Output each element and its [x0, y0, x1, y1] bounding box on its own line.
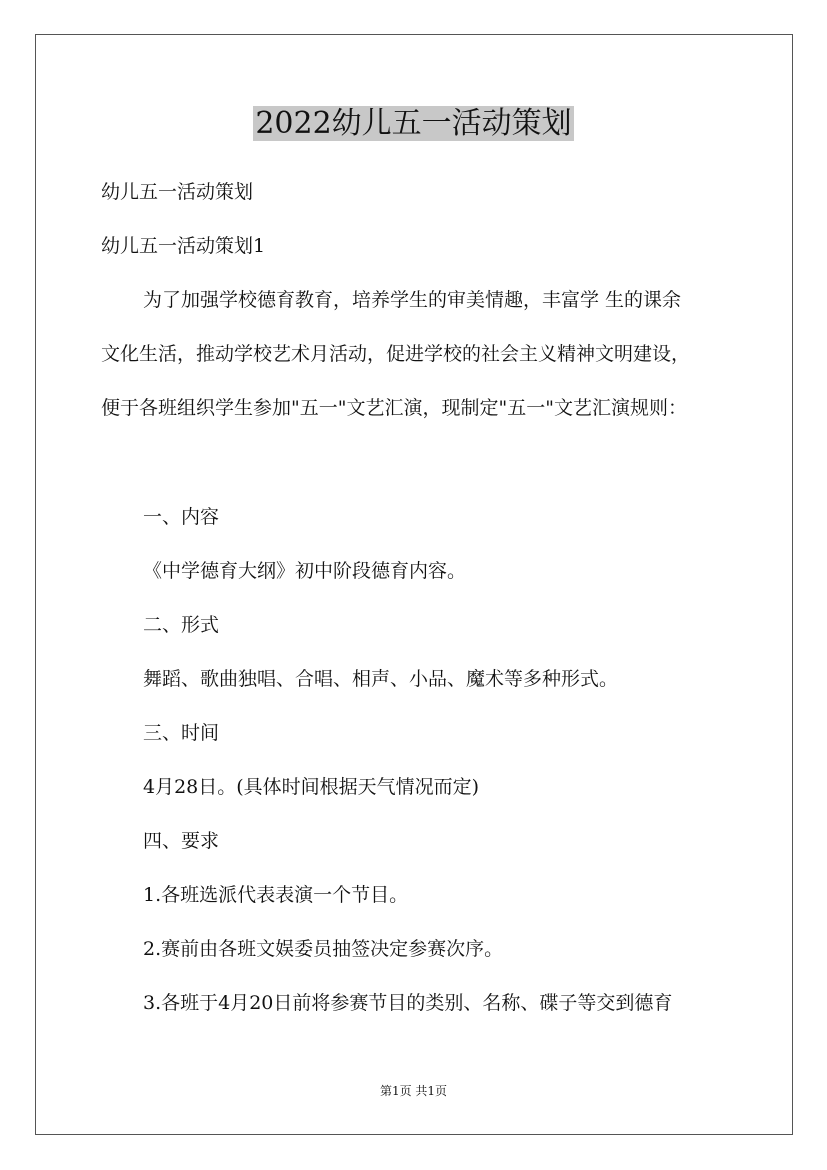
- requirement-item: 3.各班于4月20日前将参赛节目的类别、名称、碟子等交到德育: [143, 992, 673, 1014]
- section-heading: 幼儿五一活动策划1: [101, 235, 266, 257]
- intro-line-3: 便于各班组织学生参加"五一"文艺汇演，现制定"五一"文艺汇演规则：: [101, 397, 687, 419]
- content-heading: 一、内容: [143, 506, 220, 528]
- time-text: 4月28日。(具体时间根据天气情况而定): [143, 776, 480, 798]
- requirement-item: 1.各班选派代表表演一个节目。: [143, 884, 409, 906]
- intro-line-2: 文化生活，推动学校艺术月活动，促进学校的社会主义精神文明建设，: [101, 343, 691, 365]
- document-title-text: 2022幼儿五一活动策划: [255, 106, 572, 141]
- form-heading: 二、形式: [143, 614, 220, 636]
- requirement-item: 2.赛前由各班文娱委员抽签决定参赛次序。: [143, 938, 504, 960]
- requirements-heading: 四、要求: [143, 830, 220, 852]
- document-title: [0, 104, 827, 144]
- content-text: 《中学德育大纲》初中阶段德育内容。: [143, 560, 467, 582]
- document-subtitle: 幼儿五一活动策划: [101, 181, 254, 203]
- page-footer: 第1页 共1页: [379, 1084, 448, 1098]
- time-heading: 三、时间: [143, 722, 220, 744]
- intro-line-1: 为了加强学校德育教育，培养学生的审美情趣，丰富学 生的课余: [143, 289, 682, 311]
- form-text: 舞蹈、歌曲独唱、合唱、相声、小品、魔术等多种形式。: [143, 668, 619, 690]
